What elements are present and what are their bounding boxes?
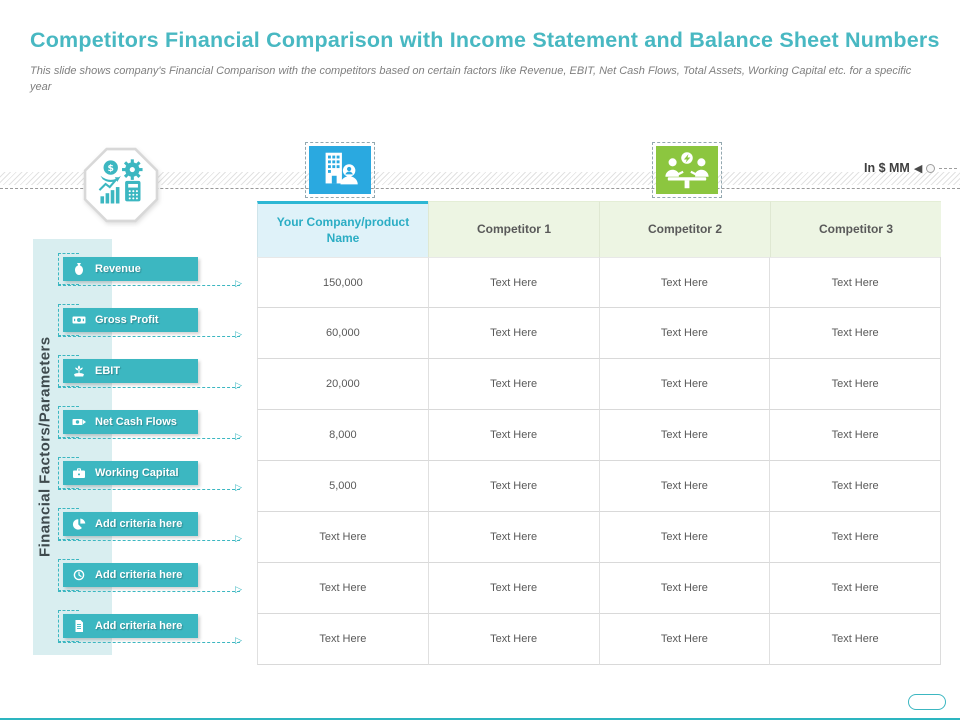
competitor-column-header: Competitor 2	[599, 201, 770, 257]
table-cell: Text Here	[599, 512, 770, 563]
table-cell: Text Here	[599, 308, 770, 359]
footer-pill	[908, 694, 946, 710]
company-column-header: Your Company/product Name	[257, 201, 428, 257]
table-cell: Text Here	[428, 512, 599, 563]
table-cell: Text Here	[769, 410, 940, 461]
table-cell: Text Here	[769, 257, 940, 308]
arrowhead-icon: ▷	[235, 330, 242, 340]
arrowhead-icon: ▷	[235, 432, 242, 442]
table-cell: Text Here	[599, 563, 770, 614]
page-title: Competitors Financial Comparison with Income Statement and Balance Sheet Numbers	[30, 28, 940, 52]
briefcase-icon	[72, 467, 86, 479]
slider-dash-line	[939, 168, 957, 169]
table-cell: Text Here	[428, 410, 599, 461]
table-cell: 20,000	[257, 359, 428, 410]
comparison-table	[257, 201, 941, 665]
table-cell: Text Here	[428, 257, 599, 308]
svg-text:$: $	[107, 163, 114, 175]
table-cell: 150,000	[257, 257, 428, 308]
table-cell: Text Here	[428, 308, 599, 359]
factor-button-gross-profit[interactable]	[63, 308, 242, 340]
table-cell: Text Here	[428, 359, 599, 410]
arrowhead-icon: ▷	[235, 636, 242, 646]
unit-indicator	[864, 161, 957, 175]
table-header-row	[257, 201, 941, 257]
unit-label: In $ MM	[864, 161, 910, 175]
clock-icon	[72, 569, 86, 581]
table-cell: Text Here	[257, 563, 428, 614]
table-cell: Text Here	[599, 461, 770, 512]
cash-icon	[72, 314, 86, 326]
table-cell: Text Here	[428, 614, 599, 665]
factor-button-label: Add criteria here	[95, 569, 183, 581]
factor-button-label: Net Cash Flows	[95, 416, 177, 428]
factor-button-label: Working Capital	[95, 467, 179, 479]
table-cell: Text Here	[599, 359, 770, 410]
pie-icon	[72, 518, 86, 530]
arrowhead-icon: ▷	[235, 483, 242, 493]
partnership-deal-icon	[656, 146, 718, 194]
table-row	[257, 512, 940, 563]
page-subtitle: This slide shows company's Financial Comparison with the competitors based on certain factors like Revenue, EBIT, Net Cash Flows, Total Assets, Working Capital etc. for a specific year	[30, 65, 912, 93]
building-search-icon	[309, 146, 371, 194]
factor-button-net-cash-flows[interactable]	[63, 410, 242, 442]
factor-button-working-capital[interactable]	[63, 461, 242, 493]
table-row	[257, 563, 940, 614]
table-cell: 8,000	[257, 410, 428, 461]
table-row	[257, 308, 940, 359]
table-cell: 60,000	[257, 308, 428, 359]
table-cell: Text Here	[428, 563, 599, 614]
factor-button-label: Add criteria here	[95, 620, 183, 632]
table-cell: Text Here	[769, 461, 940, 512]
arrowhead-icon: ▷	[235, 585, 242, 595]
arrowhead-icon: ▷	[235, 279, 242, 289]
factor-button-revenue[interactable]	[63, 257, 242, 289]
table-cell: Text Here	[769, 563, 940, 614]
factor-button-add-criteria-here[interactable]	[63, 614, 242, 646]
slider-knob-icon	[926, 164, 935, 173]
factor-button-label: Add criteria here	[95, 518, 183, 530]
table-cell: 5,000	[257, 461, 428, 512]
table-row	[257, 614, 940, 665]
table-cell: Text Here	[257, 512, 428, 563]
competitor-column-header: Competitor 3	[770, 201, 941, 257]
factor-button-label: Revenue	[95, 263, 141, 275]
competitor-column-header: Competitor 1	[428, 201, 599, 257]
table-cell: Text Here	[599, 410, 770, 461]
arrowhead-icon: ▷	[235, 534, 242, 544]
competitor-tile	[652, 142, 722, 198]
table-cell: Text Here	[769, 308, 940, 359]
left-triangle-slider-icon: ◀	[913, 161, 923, 175]
factor-button-label: EBIT	[95, 365, 121, 377]
doc-icon	[72, 620, 86, 632]
table-cell: Text Here	[599, 257, 770, 308]
table-cell: Text Here	[769, 614, 940, 665]
table-row	[257, 410, 940, 461]
table-row	[257, 257, 940, 308]
table-cell: Text Here	[599, 614, 770, 665]
table-body	[257, 257, 941, 665]
factors-axis-label: Financial Factors/Parameters	[36, 336, 54, 558]
table-cell: Text Here	[428, 461, 599, 512]
banknote-icon	[72, 416, 86, 428]
table-row	[257, 461, 940, 512]
factor-button-add-criteria-here[interactable]	[63, 512, 242, 544]
table-cell: Text Here	[769, 359, 940, 410]
factor-button-label: Gross Profit	[95, 314, 159, 326]
arrowhead-icon: ▷	[235, 381, 242, 391]
company-tile	[305, 142, 375, 198]
finance-analytics-icon	[83, 147, 159, 223]
table-cell: Text Here	[769, 512, 940, 563]
factor-button-add-criteria-here[interactable]	[63, 563, 242, 595]
table-row	[257, 359, 940, 410]
plant-icon	[72, 365, 86, 377]
money-icon	[72, 263, 86, 275]
table-cell: Text Here	[257, 614, 428, 665]
factor-button-ebit[interactable]	[63, 359, 242, 391]
